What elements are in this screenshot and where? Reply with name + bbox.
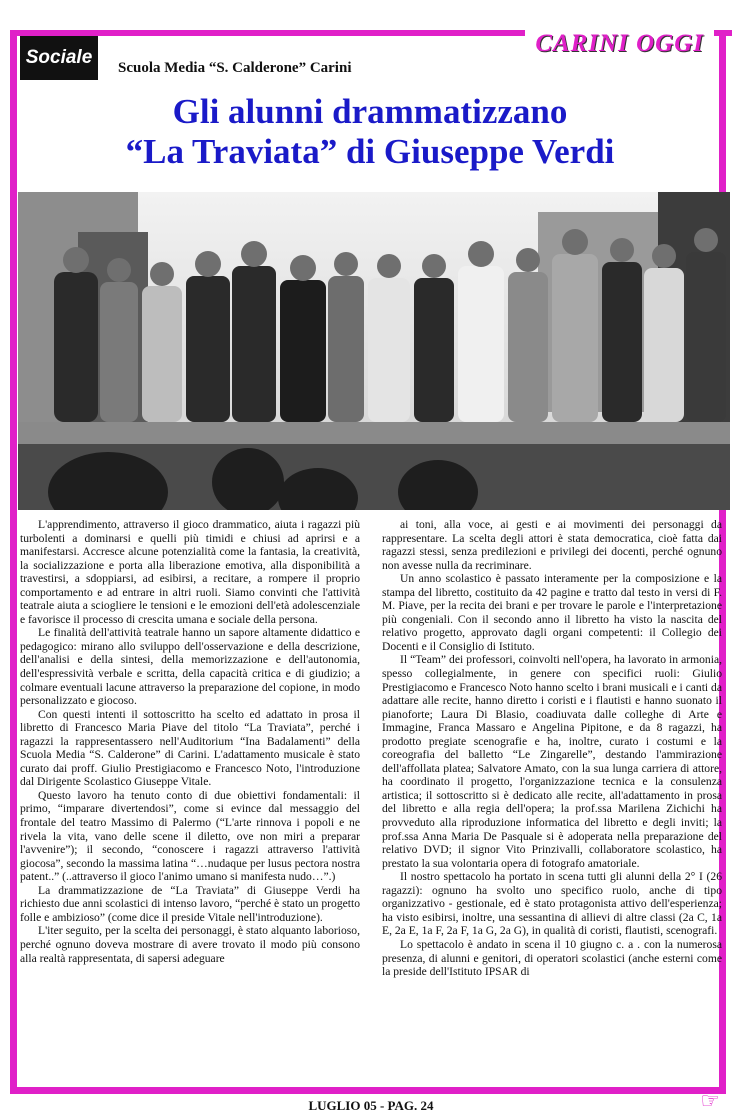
masthead-logo: CARINI OGGI [525,28,714,60]
paragraph: Lo spettacolo è andato in scena il 10 giugno c. a . con la numerosa presenza, di alunni e genitori, di operatori scolastici (anche esterni come la preside dell'Istituto IPSAR di [382,937,722,979]
paragraph: Il nostro spettacolo ha portato in scena tutti gli alunni della 2° I (26 ragazzi): ognuno ha svolto uno specifico ruolo, anche di tipo organizzativo - gestionale, ed è stato protagonista attivo dell'esperienza; ha visto esibirsi, inoltre, una sessantina di allievi di altre classi (2a C, 1a E, 2a E, 1a F, 2a F, 1a G, 2a G), in qualità di coristi, flautisti, scenografi. [382,870,722,938]
article-body [20,518,722,1074]
pointing-hand-icon: ☞ [700,1088,720,1113]
paragraph: Il “Team” dei professori, coinvolti nell'opera, ha lavorato in armonia, spesso collegialmente, in genere con specifici ruoli: Giulio Prestigiacomo e Francesco Noto hanno scelto i brani musicali e i canti da adattare alle recite, hanno diretto i coristi e i flautisti e hanno suonato il pianoforte; Laura Di Blasio, coadiuvata dalle colleghe di Arte e Immagine, Franca Massaro e Angelina Pipitone, e da 8 ragazzi, ha prodotto pregiate scenografie e ha, inoltre, curato i costumi e la coreografia del balletto “Le Zingarelle”, destando l'ammirazione dell'affollata platea; Salvatore Amato, con la sua lunga carriera di attore, ha coordinato il progetto, l'organizzazione tecnica e la consulenza artistica; il sottoscritto si è dedicato alle recite, all'adattamento in prosa del libretto e alla regia dell'opera; la prof.ssa Marilena Zichichi ha provveduto alla riproduzione informatica del libretto e degli inviti; la prof.ssa Anna Maria De Pasquale si è adoperata nella preparazione del relativo DVD; il signor Vito Prinzivalli, collaboratore scolastico, ha prestato la sua volontaria opera di fotografo amatoriale. [382,653,722,870]
article-headline [20,92,720,172]
section-tag: Sociale [20,36,98,80]
paragraph: Un anno scolastico è passato interamente per la composizione e la stampa del libretto, costituito da 42 pagine e tratto dal testo in versi di F. M. Piave, per la recita dei brani e per trovare le parole e l'interpretazione più congeniali. Con il secondo anno il libretto ha visto la nascita del relativo progetto, approvato dagli organi competenti: il Collegio dei Docenti e il Consiglio di Istituto. [382,572,722,653]
school-subtitle: Scuola Media “S. Calderone” Carini [118,60,352,76]
headline-line-2: “La Traviata” di Giuseppe Verdi [125,132,615,171]
paragraph: La drammatizzazione de “La Traviata” di Giuseppe Verdi ha richiesto due anni scolastici di intenso lavoro, “perché è stato un progetto folle e ambizioso” (come dice il preside Vitale nell'introduzione). [20,883,360,924]
paragraph: L'apprendimento, attraverso il gioco drammatico, aiuta i ragazzi più turbolenti a dominarsi e quelli più timidi e chiusi ad aprirsi e a manifestarsi. Accresce alcune potenzialità come la fantasia, la creatività, la socializzazione e porta alla liberazione emotiva, alla disponibilità a travestirsi, a sdoppiarsi, ad esibirsi, a recitare, a rompere il proprio comportamento e ad entrare in altri ruoli. Siamo convinti che l'attività teatrale aiuta a sciogliere le tensioni e le emozioni dell'età adolescenziale e favorisce il processo di crescita umana e sociale della persona. [20,518,360,626]
paragraph: Questo lavoro ha tenuto conto di due obiettivi fondamentali: il primo, “imparare divertendosi”, come si evince dal messaggio del frontale del teatro Massimo di Palermo (“L'arte rinnova i popoli e ne rivela la vita, vano delle scene il diletto, ove non miri a preparar l'avvenire”); il secondo, “conoscere i ragazzi attraverso l'attività giocosa”, secondo la massima latina “…nudaque per lusus pectora nostra patent..” (..attraverso il gioco l'animo umano si manifesta nudo…”.) [20,788,360,884]
paragraph: Le finalità dell'attività teatrale hanno un sapore altamente didattico e pedagogico: mirano allo sviluppo dell'osservazione e della descrizione, dell'analisi e della sintesi, della memorizzazione e dell'autonomia, dell'espressività verbale e scritta, della capacità critica e di giudizio; a colmare eventuali lacune attraverso la preparazione del copione, in modo personalizzato e giocoso. [20,626,360,708]
article-column-left [20,518,360,1074]
paragraph: Con questi intenti il sottoscritto ha scelto ed adattato in prosa il libretto di Francesco Maria Piave del titolo “La Traviata”, perché i ragazzi la rappresentassero nell'Auditorium “Ina Badalamenti” della Scuola Media “S. Calderone” di Carini. L'adattamento musicale è stato curato dai proff. Giulio Prestigiacomo e Francesco Noto, l'introduzione dal Dirigente Scolastico Giuseppe Vitale. [20,707,360,789]
article-column-right [382,518,722,1074]
page-footer: LUGLIO 05 - PAG. 24 [308,1098,434,1113]
paragraph: L'iter seguito, per la scelta dei personaggi, è stato alquanto laborioso, perché ognuno doveva mostrare di avere trovato il modo più consono alla realtà rappresentata, di sapersi adeguare [20,924,360,965]
paragraph: ai toni, alla voce, ai gesti e ai movimenti dei personaggi da rappresentare. La scelta degli attori è stata democratica, cioè fatta dai ragazzi stessi, senza predilezioni e privilegi dei docenti, perché ognuno non avesse nulla da recriminare. [382,518,722,572]
article-photo [18,192,730,510]
headline-line-1: Gli alunni drammatizzano [172,92,568,131]
